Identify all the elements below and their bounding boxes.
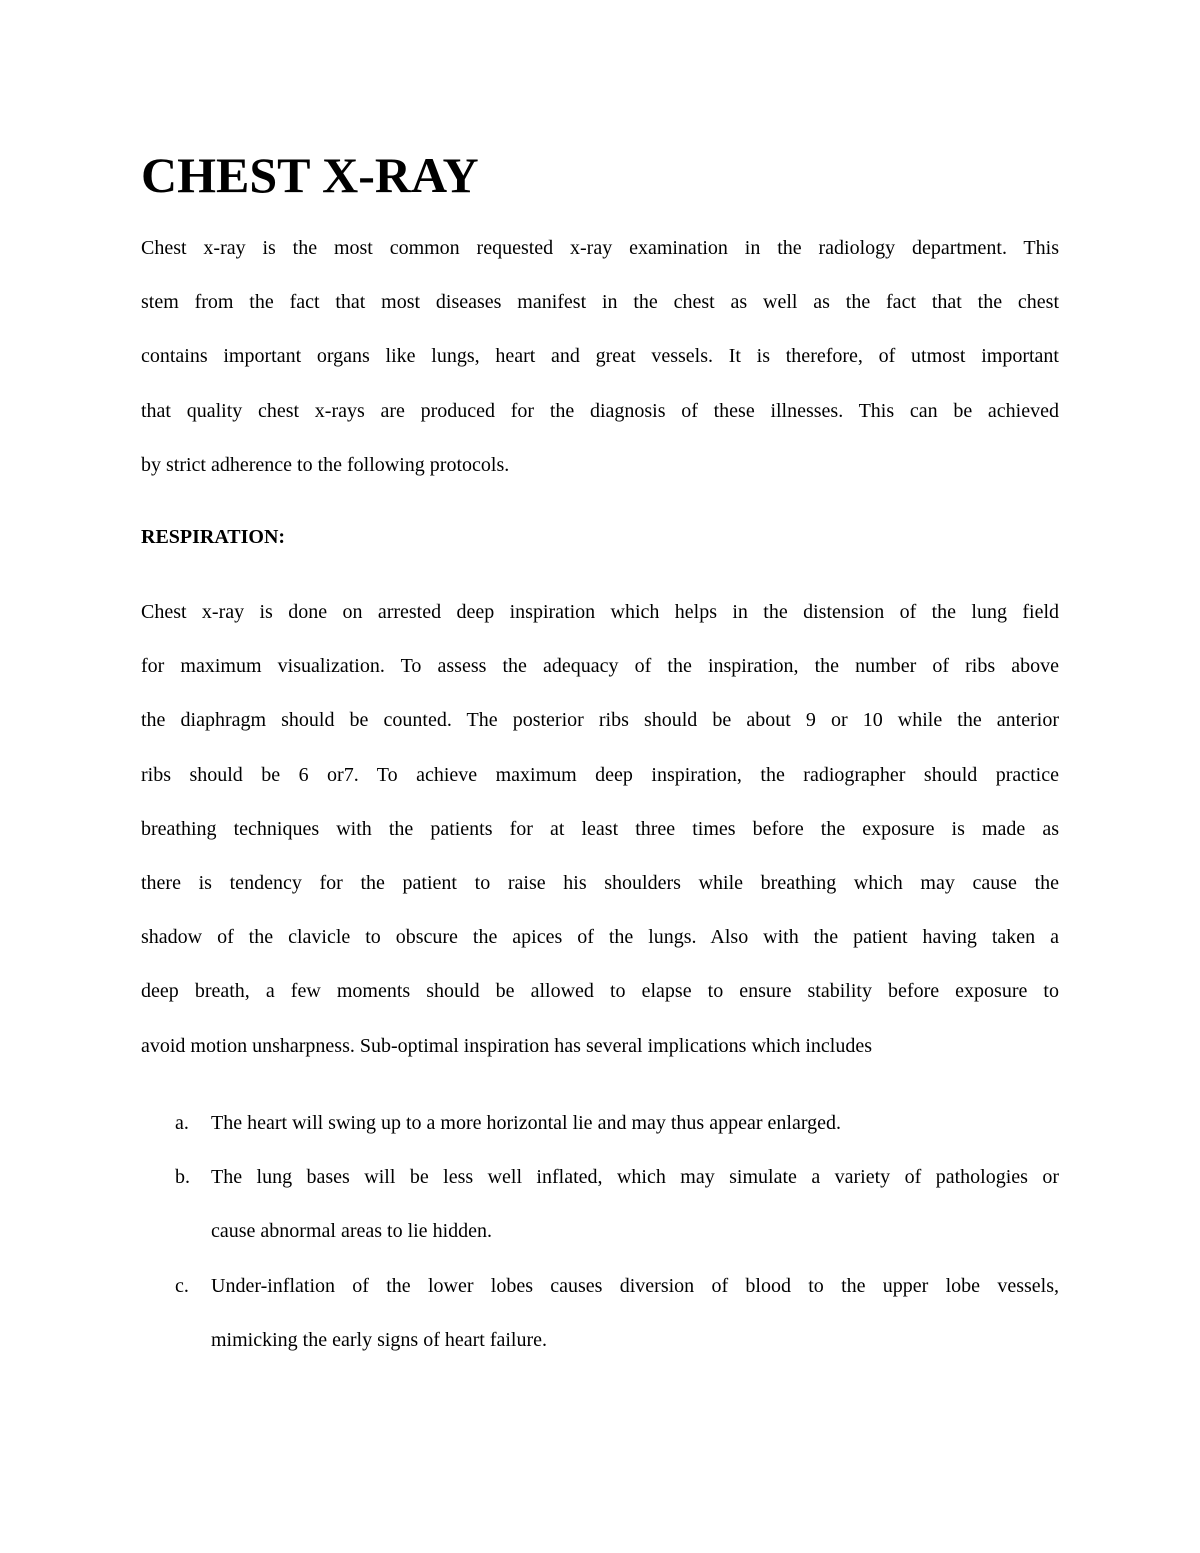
list-item-line: The heart will swing up to a more horizontal lie and may thus appear enlarged. [211, 1112, 841, 1134]
respiration-line: for maximum visualization. To assess the adequacy of the inspiration, the number of ribs above [141, 655, 1059, 678]
list-marker: c. [175, 1274, 189, 1297]
list-marker: b. [175, 1166, 190, 1189]
intro-line: that quality chest x-rays are produced for the diagnosis of these illnesses. This can be achieved [141, 399, 1059, 422]
respiration-line: deep breath, a few moments should be allowed to elapse to ensure stability before exposure to [141, 980, 1059, 1003]
list-item-c [141, 1259, 1059, 1367]
list-item-line: mimicking the early signs of heart failure. [211, 1328, 548, 1351]
respiration-line: ribs should be 6 or7. To achieve maximum deep inspiration, the radiographer should practice [141, 763, 1059, 786]
list-item-a [141, 1096, 1059, 1150]
respiration-paragraph [141, 585, 1059, 1073]
implications-list [141, 1096, 1059, 1367]
respiration-line: there is tendency for the patient to raise his shoulders while breathing which may cause the [141, 871, 1059, 894]
intro-paragraph [141, 221, 1059, 492]
intro-line: Chest x-ray is the most common requested x-ray examination in the radiology department. This [141, 237, 1059, 259]
list-item-line: The lung bases will be less well inflated, which may simulate a variety of pathologies or [211, 1166, 1059, 1189]
respiration-line: avoid motion unsharpness. Sub-optimal inspiration has several implications which includes [141, 1034, 872, 1057]
intro-line: by strict adherence to the following protocols. [141, 453, 510, 476]
intro-line: stem from the fact that most diseases manifest in the chest as well as the fact that the chest [141, 291, 1059, 314]
respiration-line: breathing techniques with the patients for at least three times before the exposure is made as [141, 817, 1059, 840]
list-item-b [141, 1150, 1059, 1258]
document-title: CHEST X-RAY [141, 147, 479, 203]
respiration-line: shadow of the clavicle to obscure the apices of the lungs. Also with the patient having taken a [141, 926, 1059, 949]
respiration-line: Chest x-ray is done on arrested deep inspiration which helps in the distension of the lung field [141, 601, 1059, 623]
respiration-line: the diaphragm should be counted. The posterior ribs should be about 9 or 10 while the anterior [141, 709, 1059, 732]
list-marker: a. [175, 1112, 189, 1134]
intro-line: contains important organs like lungs, heart and great vessels. It is therefore, of utmost important [141, 345, 1059, 368]
section-heading-respiration: RESPIRATION: [141, 526, 286, 548]
list-item-line: Under-inflation of the lower lobes causes diversion of blood to the upper lobe vessels, [211, 1274, 1059, 1297]
list-item-line: cause abnormal areas to lie hidden. [211, 1220, 492, 1243]
